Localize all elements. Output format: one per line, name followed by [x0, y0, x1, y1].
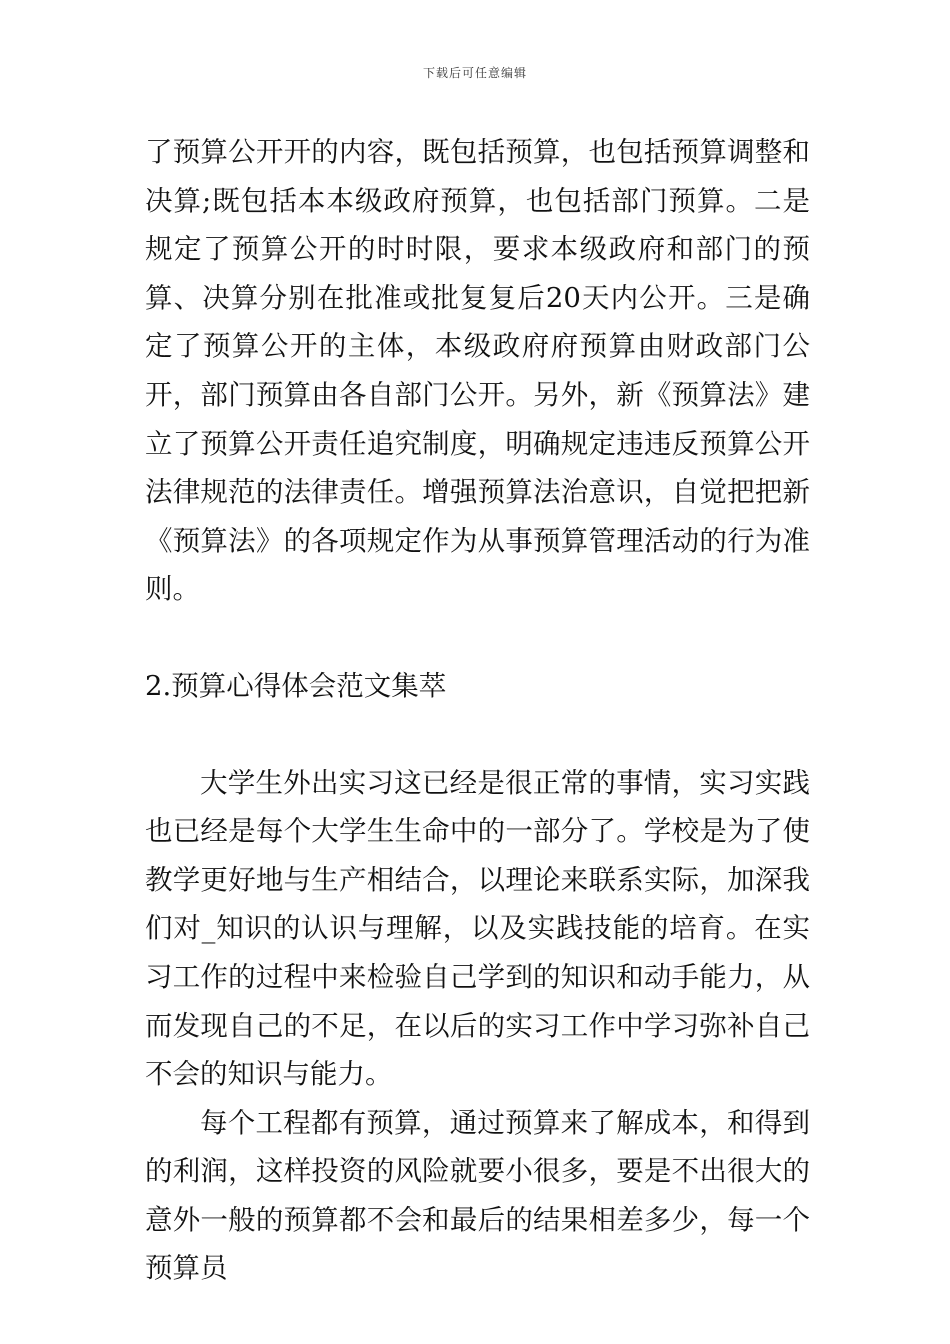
spacer — [145, 711, 810, 759]
paragraph-internship: 大学生外出实习这已经是很正常的事情，实习实践也已经是每个大学生生命中的一部分了。学校是为了使教学更好地与生产相结合，以理论来联系实际，加深我们对_知识的认识与理解，以及实践技能的培育。在实习工作的过程中来检验自己学到的知识和动手能力，从而发现自己的不足，在以后的实习工作中学习弥补自己不会的知识与能力。 — [145, 766, 810, 1091]
document-body — [145, 128, 810, 1293]
header-note: 下载后可任意编辑 — [422, 66, 527, 80]
paragraph-budget-disclosure: 了预算公开开的内容，既包括预算，也包括预算调整和决算;既包括本本级政府预算，也包括部门预算。二是规定了预算公开的时时限，要求本级政府和部门的预算、决算分别在批准或批复复后20天内公开。三是确定了预算公开的主体，本级政府府预算由财政部门公开，部门预算由各自部门公开。另外，新《预算法》建立了预算公开责任追究制度，明确规定违违反预算公开法律规范的法律责任。增强预算法治意识，自觉把把新《预算法》的各项规定作为从事预算管理活动的行为准则。 — [145, 136, 810, 606]
spacer — [145, 614, 810, 662]
paragraph-project-budget: 每个工程都有预算，通过预算来了解成本，和得到的利润，这样投资的风险就要小很多，要是不出很大的意外一般的预算都不会和最后的结果相差多少，每一个预算员 — [145, 1106, 810, 1285]
section-heading: 2.预算心得体会范文集萃 — [145, 669, 447, 702]
